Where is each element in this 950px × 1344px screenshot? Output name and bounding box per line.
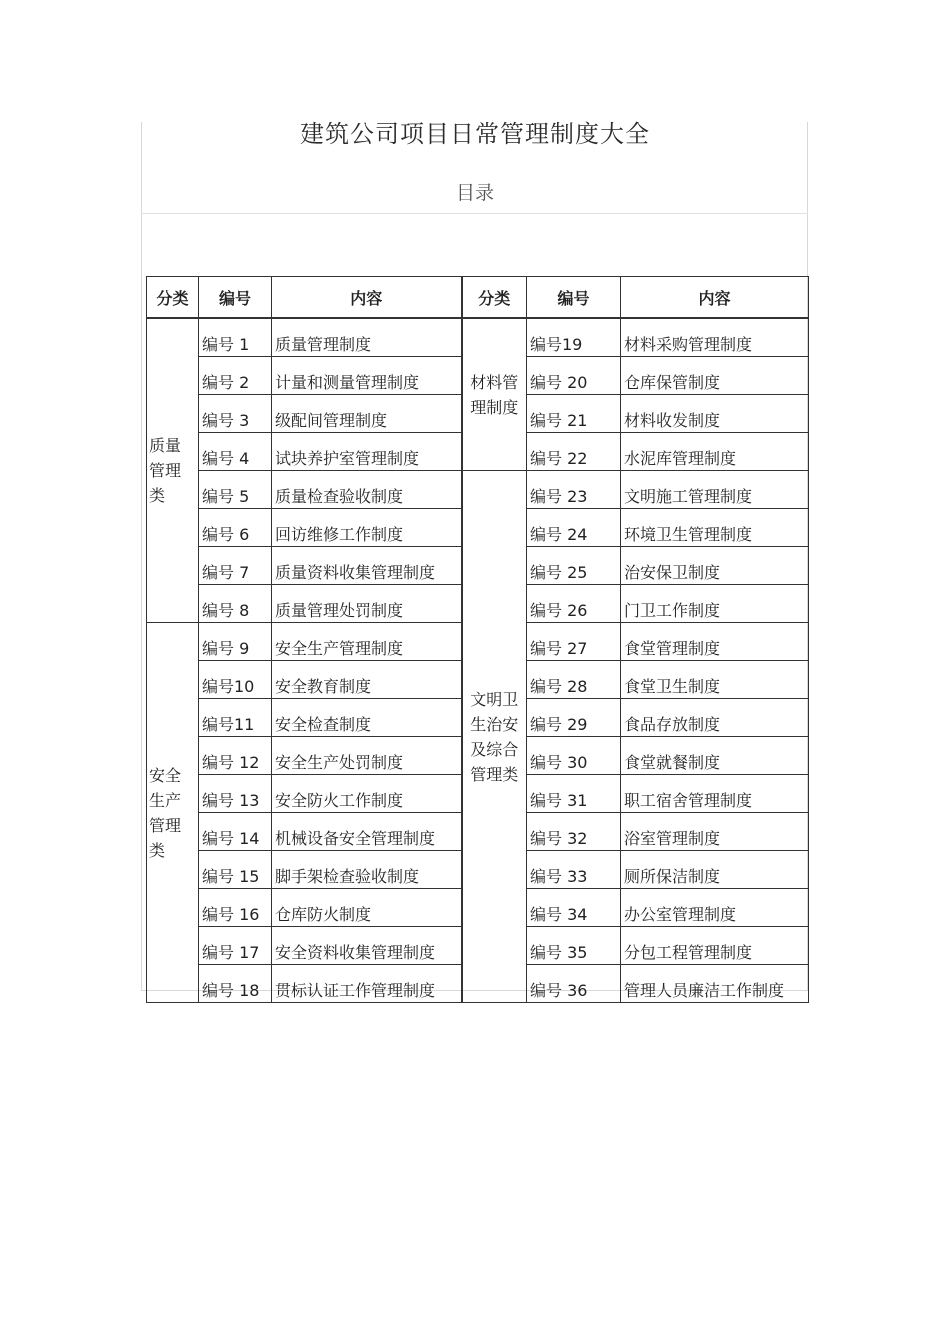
content-cell: 安全检查制度 bbox=[272, 699, 462, 737]
table-header-row bbox=[147, 277, 809, 319]
content-cell: 回访维修工作制度 bbox=[272, 509, 462, 547]
header-code-right: 编号 bbox=[527, 277, 621, 319]
code-cell: 编号 36 bbox=[527, 965, 621, 1003]
content-cell: 食堂就餐制度 bbox=[621, 737, 809, 775]
category-cell: 材料管理制度 bbox=[462, 318, 527, 471]
content-cell: 文明施工管理制度 bbox=[621, 471, 809, 509]
content-cell: 分包工程管理制度 bbox=[621, 927, 809, 965]
content-cell: 质量资料收集管理制度 bbox=[272, 547, 462, 585]
table-row bbox=[147, 471, 809, 509]
code-cell: 编号 23 bbox=[527, 471, 621, 509]
content-cell: 厕所保洁制度 bbox=[621, 851, 809, 889]
content-cell: 管理人员廉洁工作制度 bbox=[621, 965, 809, 1003]
code-cell: 编号 12 bbox=[199, 737, 272, 775]
code-cell: 编号 17 bbox=[199, 927, 272, 965]
content-cell: 仓库保管制度 bbox=[621, 357, 809, 395]
content-cell: 质量检查验收制度 bbox=[272, 471, 462, 509]
content-cell: 材料采购管理制度 bbox=[621, 318, 809, 357]
header-category-right: 分类 bbox=[462, 277, 527, 319]
content-cell: 机械设备安全管理制度 bbox=[272, 813, 462, 851]
content-cell: 环境卫生管理制度 bbox=[621, 509, 809, 547]
code-cell: 编号 15 bbox=[199, 851, 272, 889]
content-cell: 职工宿舍管理制度 bbox=[621, 775, 809, 813]
content-cell: 食堂卫生制度 bbox=[621, 661, 809, 699]
code-cell: 编号 26 bbox=[527, 585, 621, 623]
content-cell: 仓库防火制度 bbox=[272, 889, 462, 927]
table-row bbox=[147, 318, 809, 357]
content-cell: 治安保卫制度 bbox=[621, 547, 809, 585]
content-cell: 质量管理制度 bbox=[272, 318, 462, 357]
code-cell: 编号 24 bbox=[527, 509, 621, 547]
content-cell: 办公室管理制度 bbox=[621, 889, 809, 927]
code-cell: 编号 29 bbox=[527, 699, 621, 737]
code-cell: 编号 34 bbox=[527, 889, 621, 927]
document-title: 建筑公司项目日常管理制度大全 bbox=[300, 120, 650, 148]
content-cell: 贯标认证工作管理制度 bbox=[272, 965, 462, 1003]
content-cell: 食堂管理制度 bbox=[621, 623, 809, 661]
code-cell: 编号 18 bbox=[199, 965, 272, 1003]
code-cell: 编号 28 bbox=[527, 661, 621, 699]
header-content-left: 内容 bbox=[272, 277, 462, 319]
content-cell: 水泥库管理制度 bbox=[621, 433, 809, 471]
content-cell: 安全生产管理制度 bbox=[272, 623, 462, 661]
content-cell: 安全防火工作制度 bbox=[272, 775, 462, 813]
code-cell: 编号 3 bbox=[199, 395, 272, 433]
content-cell: 脚手架检查验收制度 bbox=[272, 851, 462, 889]
content-cell: 安全资料收集管理制度 bbox=[272, 927, 462, 965]
code-cell: 编号 9 bbox=[199, 623, 272, 661]
table-body bbox=[147, 318, 809, 1003]
code-cell: 编号 20 bbox=[527, 357, 621, 395]
code-cell: 编号11 bbox=[199, 699, 272, 737]
content-cell: 食品存放制度 bbox=[621, 699, 809, 737]
code-cell: 编号 4 bbox=[199, 433, 272, 471]
content-cell: 计量和测量管理制度 bbox=[272, 357, 462, 395]
code-cell: 编号 35 bbox=[527, 927, 621, 965]
code-cell: 编号 5 bbox=[199, 471, 272, 509]
content-cell: 质量管理处罚制度 bbox=[272, 585, 462, 623]
document-subtitle: 目录 bbox=[455, 182, 494, 204]
header-code-left: 编号 bbox=[199, 277, 272, 319]
header-content-right: 内容 bbox=[621, 277, 809, 319]
code-cell: 编号 27 bbox=[527, 623, 621, 661]
content-cell: 浴室管理制度 bbox=[621, 813, 809, 851]
code-cell: 编号 2 bbox=[199, 357, 272, 395]
category-cell: 文明卫生治安及综合管理类 bbox=[462, 471, 527, 1003]
category-cell: 质量管理类 bbox=[147, 318, 199, 623]
header-category-left: 分类 bbox=[147, 277, 199, 319]
code-cell: 编号 14 bbox=[199, 813, 272, 851]
category-cell: 安全生产管理类 bbox=[147, 623, 199, 1003]
content-cell: 安全生产处罚制度 bbox=[272, 737, 462, 775]
code-cell: 编号 33 bbox=[527, 851, 621, 889]
code-cell: 编号10 bbox=[199, 661, 272, 699]
code-cell: 编号 25 bbox=[527, 547, 621, 585]
code-cell: 编号 21 bbox=[527, 395, 621, 433]
code-cell: 编号 7 bbox=[199, 547, 272, 585]
code-cell: 编号 8 bbox=[199, 585, 272, 623]
code-cell: 编号19 bbox=[527, 318, 621, 357]
content-cell: 安全教育制度 bbox=[272, 661, 462, 699]
content-cell: 试块养护室管理制度 bbox=[272, 433, 462, 471]
code-cell: 编号 30 bbox=[527, 737, 621, 775]
content-cell: 级配间管理制度 bbox=[272, 395, 462, 433]
content-cell: 门卫工作制度 bbox=[621, 585, 809, 623]
code-cell: 编号 16 bbox=[199, 889, 272, 927]
code-cell: 编号 1 bbox=[199, 318, 272, 357]
code-cell: 编号 32 bbox=[527, 813, 621, 851]
code-cell: 编号 22 bbox=[527, 433, 621, 471]
code-cell: 编号 31 bbox=[527, 775, 621, 813]
toc-table bbox=[146, 276, 809, 1003]
frame-divider bbox=[141, 213, 808, 214]
content-cell: 材料收发制度 bbox=[621, 395, 809, 433]
code-cell: 编号 6 bbox=[199, 509, 272, 547]
code-cell: 编号 13 bbox=[199, 775, 272, 813]
